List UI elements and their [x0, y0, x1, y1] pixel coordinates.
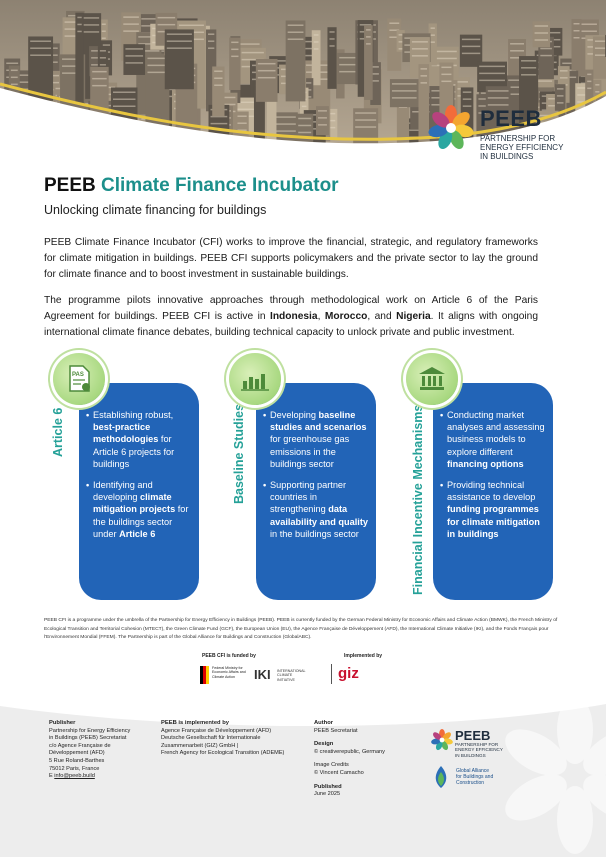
column-label-financial: Financial Incentive Mechanisms	[411, 404, 425, 595]
bullet-item: • Supporting partner countries in strengthening data availability and quality in the buildings sector	[263, 479, 373, 540]
building-window	[510, 43, 524, 45]
building-window	[366, 43, 371, 45]
building-window	[77, 17, 81, 19]
bullet-item: • Developing baseline studies and scenarios for greenhouse gas emissions in the buildings sector	[263, 409, 373, 470]
german-ministry-logo	[200, 666, 210, 684]
building-window	[420, 75, 427, 77]
building-window	[420, 82, 427, 84]
svg-text:PAS: PAS	[72, 372, 84, 378]
building-window	[258, 63, 276, 65]
building-window	[412, 41, 428, 43]
building-window	[441, 67, 451, 69]
building-window	[318, 117, 327, 119]
building-window	[11, 70, 18, 72]
building-window	[372, 73, 379, 75]
building-window	[535, 32, 548, 34]
building-window	[158, 17, 176, 19]
building-window	[329, 38, 334, 40]
building-window	[314, 41, 319, 43]
building-window	[462, 39, 480, 41]
building-window	[237, 122, 246, 124]
building-window	[103, 44, 110, 46]
city-building	[312, 30, 321, 85]
building-window	[125, 55, 143, 57]
building-window	[510, 50, 524, 52]
baseline-chart-icon	[229, 353, 281, 405]
peeb-brand: PEEB	[480, 106, 542, 131]
building-window	[102, 37, 106, 39]
iki-logo: IKI	[254, 667, 271, 682]
building-window	[399, 34, 403, 36]
peeb-logo	[424, 103, 574, 163]
building-window	[420, 68, 427, 70]
building-window	[372, 80, 379, 82]
bullet-item: • Providing technical assistance to develop funding programmes for climate mitigation in buildings	[440, 479, 550, 540]
globalabc-name: Global Alliance for Buildings and Construction	[456, 768, 494, 786]
giz-logo: giz	[338, 665, 359, 682]
building-window	[574, 23, 580, 25]
building-window	[392, 90, 417, 92]
building-window	[366, 36, 371, 38]
building-window	[30, 54, 51, 56]
funding-disclaimer: PEEB CFI is a programme under the umbrella of the Partnership for Energy Efficiency in Buildings (PEEB). PEEB is currently funded by the German Federal Ministry for Economic Affairs and Climate Action (BMWK), the French Ministry of Ecological Transition and Territorial Cohesion (MTECT), the Green Climate Fund (GCF), the European Union (EU), the Agence Française de Développement (AFD), the International Climate Initiative (IKI), and the Fonds Français pour l'Environnement Mondial (FFEM). The Partnership is part of the Global Alliance for Buildings and Construction (GlobalABC).	[44, 618, 558, 641]
building-window	[392, 83, 417, 85]
building-window	[392, 97, 417, 99]
building-window	[92, 85, 106, 87]
building-window	[329, 31, 334, 33]
ministry-name: Federal Ministry for Economic Affairs and Climate Action	[212, 666, 246, 679]
building-window	[167, 40, 192, 42]
building-window	[587, 81, 591, 83]
building-window	[535, 39, 548, 41]
building-window	[431, 41, 435, 43]
footer-credits: Author PEEB Secretariat Design © creativerepublic, Germany Image Credits © Vincent Camacho Published June 2025	[314, 720, 385, 798]
peeb-flower-icon	[426, 103, 476, 153]
peeb-flower-icon-small	[430, 728, 454, 752]
footer-publisher: Publisher Partnership for Energy Efficiency in Buildings (PEEB) Secretariat c/o Agence Française de Développement (AFD) 5 Rue Roland-Barthes 75012 Paris, France E info@peeb.build	[49, 720, 131, 780]
building-window	[595, 91, 599, 93]
building-window	[234, 109, 255, 111]
building-window	[240, 43, 259, 45]
building-window	[100, 64, 106, 66]
building-window	[595, 84, 599, 86]
building-window	[125, 48, 143, 50]
building-window	[214, 84, 222, 86]
building-window	[113, 98, 135, 100]
building-window	[11, 77, 18, 79]
building-window	[441, 74, 451, 76]
building-window	[92, 71, 106, 73]
building-window	[77, 31, 81, 33]
building-window	[298, 132, 311, 134]
footer-implementers: PEEB is implemented by Agence Française de Développement (AFD) Deutsche Gesellschaft für Internationale Zusammenarbeit (GIZ) GmbH | French Agency for Ecological Transition (ADEME)	[161, 720, 285, 757]
iki-subtitle: INTERNATIONAL CLIMATE INITIATIVE	[277, 669, 306, 682]
footer-peeb-subtitle: PARTNERSHIP FOR ENERGY EFFICIENCY IN BUILDINGS	[455, 742, 503, 758]
building-window	[560, 77, 568, 79]
building-window	[231, 42, 238, 44]
city-building	[75, 13, 83, 104]
city-building	[256, 59, 278, 102]
building-window	[258, 70, 276, 72]
city-building	[212, 66, 224, 116]
building-window	[538, 80, 552, 82]
building-window	[113, 105, 135, 107]
email-link[interactable]: info@peeb.build	[54, 773, 95, 780]
building-window	[147, 65, 167, 67]
programme-paragraph: The programme pilots innovative approaches through methodological work on Article 6 of the Paris Agreement for buildings. PEEB CFI is active in Indonesia, Morocco, and Nigeria. It aligns with ongoing international climate finance debates, building technical capacity to unlock private and public investment.	[44, 295, 538, 338]
building-window	[595, 47, 606, 49]
title-part1: PEEB	[44, 175, 96, 196]
building-window	[399, 41, 403, 43]
page-subtitle: Unlocking climate financing for buildings	[44, 203, 267, 217]
building-window	[441, 81, 451, 83]
building-window	[318, 110, 327, 112]
column-label-baseline: Baseline Studies	[232, 403, 246, 504]
building-window	[431, 27, 435, 29]
building-window	[314, 34, 319, 36]
building-window	[412, 55, 428, 57]
bank-building-icon	[406, 353, 458, 405]
building-window	[258, 77, 276, 79]
building-window	[595, 40, 606, 42]
peeb-brand-subtitle: PARTNERSHIP FOR ENERGY EFFICIENCY IN BUILDINGS	[480, 134, 564, 161]
building-window	[479, 66, 505, 68]
building-window	[298, 125, 311, 127]
city-building	[229, 38, 240, 90]
country-nigeria: Nigeria	[396, 310, 431, 322]
building-window	[574, 30, 580, 32]
building-window	[298, 118, 311, 120]
building-window	[288, 24, 304, 26]
building-window	[587, 88, 591, 90]
building-window	[318, 124, 327, 126]
globalabc-logo-icon	[430, 764, 452, 790]
column-article6	[79, 383, 199, 600]
building-window	[521, 60, 536, 62]
implemented-by-label: Implemented by	[344, 653, 383, 659]
building-window	[488, 97, 509, 99]
divider	[331, 664, 332, 686]
building-window	[488, 90, 509, 92]
building-window	[147, 58, 167, 60]
building-window	[123, 30, 139, 32]
building-window	[521, 74, 536, 76]
building-window	[557, 88, 564, 90]
footer-peeb-brand: PEEB	[455, 728, 491, 743]
bullet-item: • Establishing robust, best-practice methodologies for Article 6 projects for buildings	[86, 409, 196, 470]
building-window	[540, 55, 552, 57]
building-window	[167, 33, 192, 35]
building-window	[479, 73, 505, 75]
column-label-article6: Article 6	[51, 407, 65, 457]
building-window	[158, 24, 176, 26]
building-window	[355, 112, 376, 114]
building-window	[462, 53, 480, 55]
building-window	[463, 98, 472, 100]
building-window	[242, 52, 264, 54]
building-window	[587, 74, 591, 76]
building-window	[557, 95, 564, 97]
building-window	[123, 23, 139, 25]
building-window	[339, 71, 355, 73]
building-window	[147, 72, 167, 74]
bullet-item: • Identifying and developing climate mitigation projects for the buildings sector under Article 6	[86, 479, 196, 540]
column-financial-mechanisms	[433, 383, 553, 600]
building-window	[540, 48, 552, 50]
city-building	[327, 27, 336, 89]
building-window	[208, 40, 214, 42]
bullet-item: • Conducting market analyses and assessing business models to explore different financing options	[440, 409, 550, 470]
city-building	[593, 36, 606, 78]
building-window	[214, 70, 222, 72]
building-window	[100, 57, 106, 59]
building-window	[463, 91, 472, 93]
building-window	[521, 67, 536, 69]
building-window	[208, 33, 214, 35]
building-window	[276, 130, 296, 132]
building-window	[179, 25, 204, 27]
building-window	[329, 45, 334, 47]
building-window	[412, 48, 428, 50]
building-window	[276, 116, 296, 118]
building-window	[102, 23, 106, 25]
building-window	[77, 24, 81, 26]
building-window	[167, 47, 192, 49]
building-window	[92, 78, 106, 80]
intro-paragraph: PEEB Climate Finance Incubator (CFI) works to improve the financial, strategic, and regulatory frameworks for climate mitigation in buildings. PEEB CFI supports policymakers and the private sector to lay the ground for climate finance and to boost investment in sustainable buildings.	[44, 237, 538, 280]
footer-logos	[430, 728, 550, 798]
building-window	[462, 46, 480, 48]
building-window	[339, 57, 355, 59]
building-window	[399, 48, 403, 50]
building-window	[288, 38, 304, 40]
building-window	[125, 62, 143, 64]
building-window	[276, 123, 296, 125]
funded-by-label: PEEB CFI is funded by	[202, 653, 256, 659]
building-window	[560, 70, 568, 72]
building-window	[237, 115, 246, 117]
building-window	[231, 56, 238, 58]
building-window	[123, 16, 139, 18]
title-part2: Climate Finance Incubator	[101, 175, 339, 196]
country-morocco: Morocco	[324, 310, 368, 322]
building-window	[431, 34, 435, 36]
city-building	[572, 19, 582, 71]
building-window	[535, 25, 548, 27]
page-title	[44, 175, 339, 197]
building-window	[208, 47, 214, 49]
building-window	[409, 129, 419, 131]
building-window	[574, 37, 580, 39]
city-building	[165, 29, 194, 89]
building-window	[214, 77, 222, 79]
building-window	[366, 29, 371, 31]
funder-logos	[200, 664, 400, 686]
building-window	[479, 80, 505, 82]
column-baseline-studies	[256, 383, 376, 600]
building-window	[355, 119, 376, 121]
building-window	[372, 66, 379, 68]
building-window	[302, 106, 307, 108]
building-window	[355, 126, 376, 128]
country-indonesia: Indonesia	[270, 310, 318, 322]
building-window	[11, 84, 18, 86]
building-window	[211, 123, 228, 125]
article6-document-icon	[53, 353, 105, 405]
building-window	[288, 31, 304, 33]
building-window	[231, 49, 238, 51]
building-window	[30, 47, 51, 49]
building-window	[102, 30, 106, 32]
building-window	[339, 64, 355, 66]
building-window	[100, 50, 106, 52]
building-window	[113, 91, 135, 93]
city-building	[533, 21, 550, 47]
building-window	[30, 40, 51, 42]
building-window	[314, 48, 319, 50]
building-window	[595, 54, 606, 56]
building-window	[389, 22, 399, 24]
building-window	[6, 63, 18, 65]
